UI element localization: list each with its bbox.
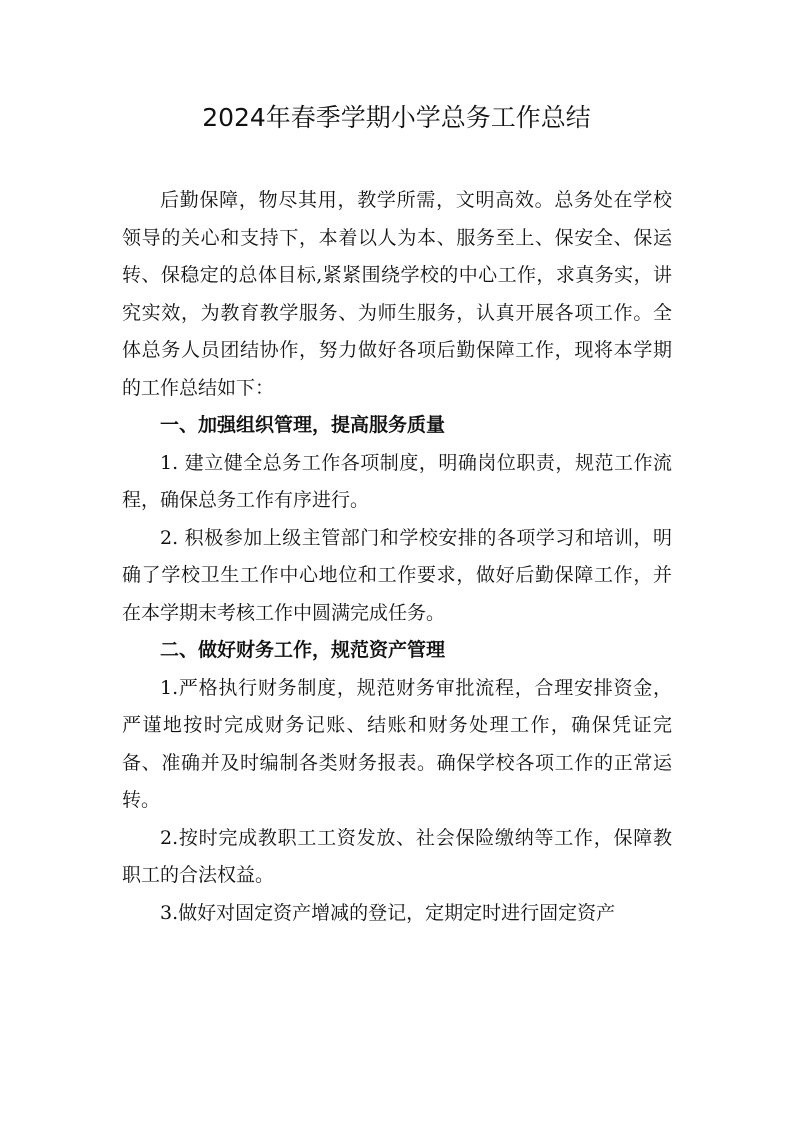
section1-item-2: 2. 积极参加上级主管部门和学校安排的各项学习和培训，明确了学校卫生工作中心地位和工作要求，做好后勤保障工作，并在本学期末考核工作中圆满完成任务。	[122, 526, 672, 624]
document-body	[122, 182, 672, 932]
intro-paragraph: 后勤保障，物尽其用，教学所需，文明高效。总务处在学校领导的关心和支持下，本着以人为本、服务至上、保安全、保运转、保稳定的总体目标,紧紧围绕学校的中心工作，求真务实，讲究实效，为教育教学服务、为师生服务，认真开展各项工作。全体总务人员团结协作，努力做好各项后勤保障工作，现将本学期的工作总结如下：	[122, 189, 672, 399]
section-heading-2: 二、做好财务工作，规范资产管理	[160, 639, 446, 661]
section2-item-2: 2.按时完成教职工工资发放、社会保险缴纳等工作，保障教职工的合法权益。	[122, 826, 672, 886]
section2-item-3: 3.做好对固定资产增减的登记，定期定时进行固定资产	[160, 901, 616, 924]
section1-item-1: 1. 建立健全总务工作各项制度，明确岗位职责，规范工作流程，确保总务工作有序进行。	[122, 451, 672, 511]
section2-item-1: 1.严格执行财务制度，规范财务审批流程，合理安排资金，严谨地按时完成财务记账、结账和财务处理工作，确保凭证完备、准确并及时编制各类财务报表。确保学校各项工作的正常运转。	[122, 676, 672, 811]
document-title: 2024年春季学期小学总务工作总结	[202, 103, 591, 132]
section-heading-1: 一、加强组织管理，提高服务质量	[160, 414, 446, 436]
